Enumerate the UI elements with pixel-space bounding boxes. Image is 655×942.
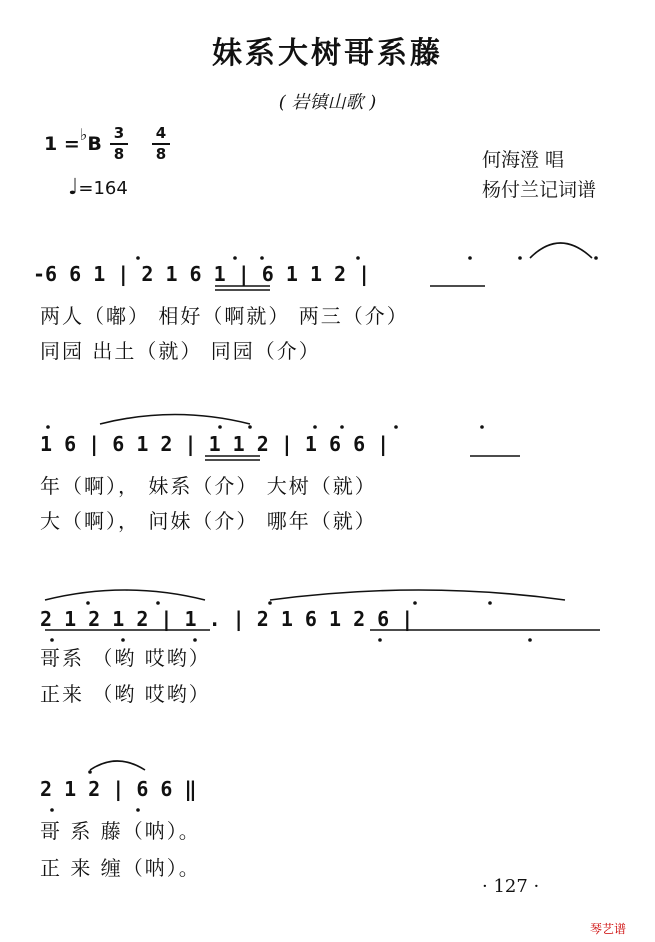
lyric-line-2b: 大（啊）， 问妹（介） 哪年（就） bbox=[40, 509, 377, 533]
lyric-line-4b: 正 来 缠（呐）。 bbox=[40, 856, 201, 880]
slur-1 bbox=[530, 243, 592, 258]
notation-line-2: 1 6 | 6 1 2 | 1 1 2 | 1 6 6 | bbox=[40, 432, 390, 456]
slur-3 bbox=[45, 590, 205, 600]
lyric-line-3b: 正来 （哟 哎哟） bbox=[40, 682, 211, 706]
lyric-line-4a: 哥 系 藤（呐）。 bbox=[40, 819, 201, 843]
slur-4 bbox=[270, 590, 565, 600]
notation-line-1: -6 6 1 | 2 1 6 1 | 6 1 1 2 | bbox=[33, 262, 371, 286]
quarter-note-icon: ♩ bbox=[68, 175, 79, 200]
time-sig-top: 4 bbox=[155, 124, 167, 142]
notation-line-3: 2 1 2 1 2 | 1 . | 2 1 6 1 2 6 | bbox=[40, 607, 414, 631]
lyric-line-1b: 同园 出土（就） 同园（介） bbox=[40, 339, 321, 363]
slur-5 bbox=[90, 761, 145, 770]
page-number: · 127 · bbox=[482, 876, 540, 897]
time-sig-bottom: 8 bbox=[155, 145, 167, 163]
song-subtitle: ( 岩镇山歌 ) bbox=[278, 92, 377, 113]
lyric-line-2a: 年（啊）， 妹系（介） 大树（就） bbox=[40, 474, 377, 498]
time-sig-bottom: 8 bbox=[113, 145, 125, 163]
lyric-line-3a: 哥系 （哟 哎哟） bbox=[40, 646, 211, 670]
tempo-value: =164 bbox=[78, 178, 128, 199]
credit-singer: 何海澄 唱 bbox=[482, 149, 565, 171]
song-title: 妹系大树哥系藤 bbox=[212, 36, 443, 71]
credit-recorder: 杨付兰记词谱 bbox=[482, 179, 597, 201]
key-prefix: 1 = bbox=[44, 133, 80, 155]
lyric-line-1a: 两人（嘟） 相好（啊就） 两三（介） bbox=[40, 304, 409, 328]
notation-line-4: 2 1 2 | 6 6 ‖ bbox=[40, 777, 197, 801]
flat-symbol: ♭ bbox=[79, 125, 88, 144]
time-sig-top: 3 bbox=[113, 124, 125, 142]
key-note: B bbox=[87, 133, 102, 155]
watermark-logo: 琴艺谱 bbox=[590, 922, 627, 936]
slur-2 bbox=[100, 415, 250, 425]
